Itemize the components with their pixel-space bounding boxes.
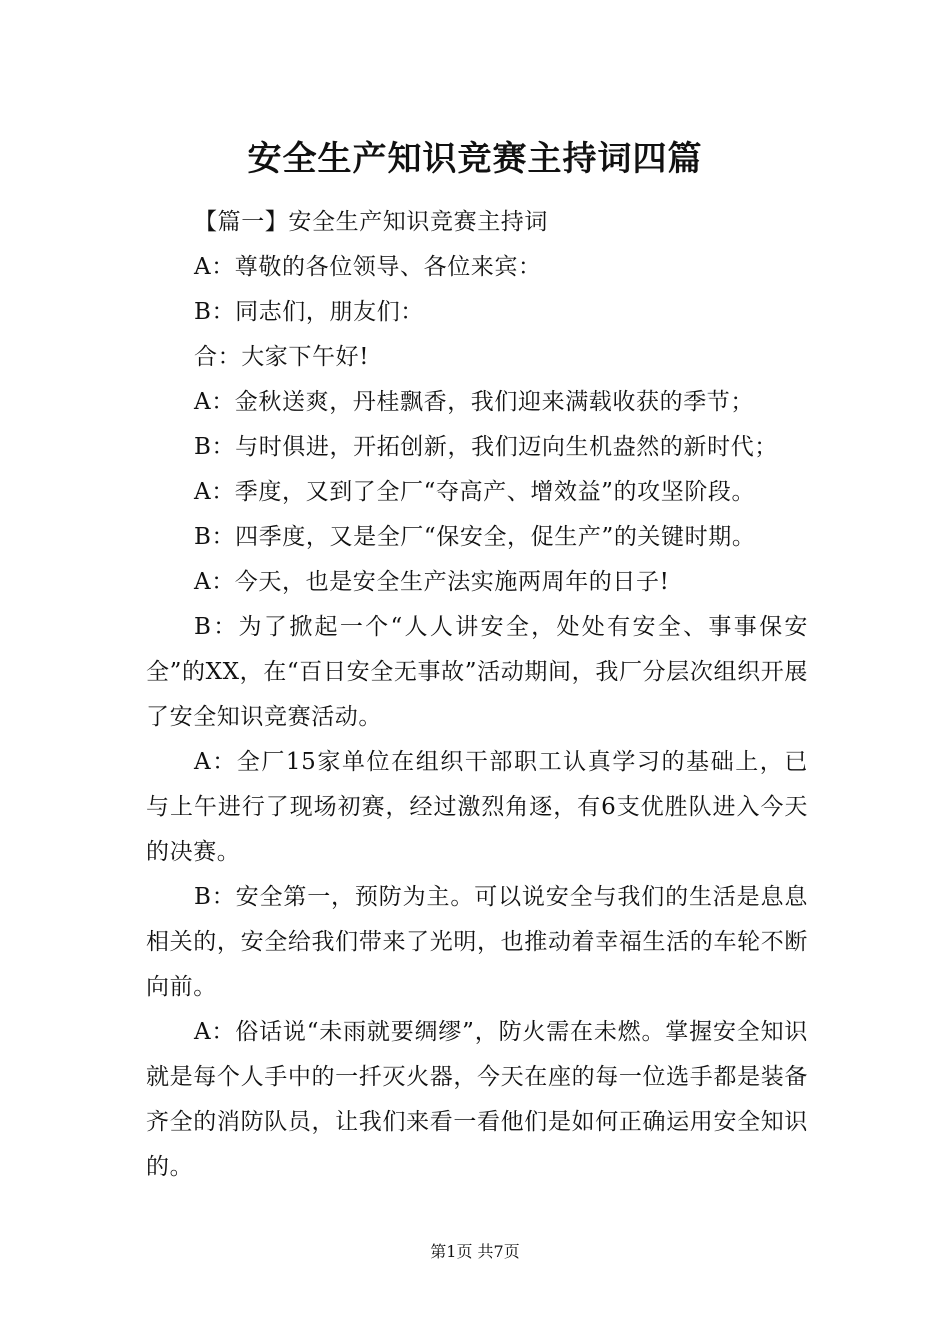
paragraph: B：安全第一，预防为主。可以说安全与我们的生活是息息相关的，安全给我们带来了光明，也推动着幸福生活的车轮不断向前。: [146, 884, 808, 1000]
paragraph: A：俗话说“未雨就要绸缪”，防火需在未燃。掌握安全知识就是每个人手中的一扦灭火器，今天在座的每一位选手都是装备齐全的消防队员，让我们来看一看他们是如何正确运用安全知识的。: [146, 1019, 808, 1180]
paragraph: B：为了掀起一个“人人讲安全，处处有安全、事事保安全”的XX，在“百日安全无事故”活动期间，我厂分层次组织开展了安全知识竞赛活动。: [146, 614, 808, 730]
paragraph: A：今天，也是安全生产法实施两周年的日子!: [194, 569, 670, 595]
paragraph: 合：大家下午好!: [194, 344, 370, 370]
paragraph: A：全厂15家单位在组织干部职工认真学习的基础上，已与上午进行了现场初赛，经过激烈角逐，有6支优胜队进入今天的决赛。: [146, 749, 808, 865]
paragraph: A：季度，又到了全厂“夺高产、增效益”的攻坚阶段。: [194, 479, 756, 505]
document-body: [146, 200, 808, 1190]
page-footer: 第1页 共7页: [430, 1242, 520, 1261]
paragraph: A：尊敬的各位领导、各位来宾：: [194, 254, 542, 280]
paragraph: B：同志们，朋友们：: [194, 299, 424, 325]
paragraph: B：与时俱进，开拓创新，我们迈向生机盎然的新时代；: [194, 434, 778, 460]
paragraph: A：金秋送爽，丹桂飘香，我们迎来满载收获的季节；: [194, 389, 755, 415]
document-title: 安全生产知识竞赛主持词四篇: [247, 139, 703, 179]
paragraph: B：四季度，又是全厂“保安全，促生产”的关键时期。: [194, 524, 756, 550]
section-heading: 【篇一】安全生产知识竞赛主持词: [194, 209, 548, 235]
